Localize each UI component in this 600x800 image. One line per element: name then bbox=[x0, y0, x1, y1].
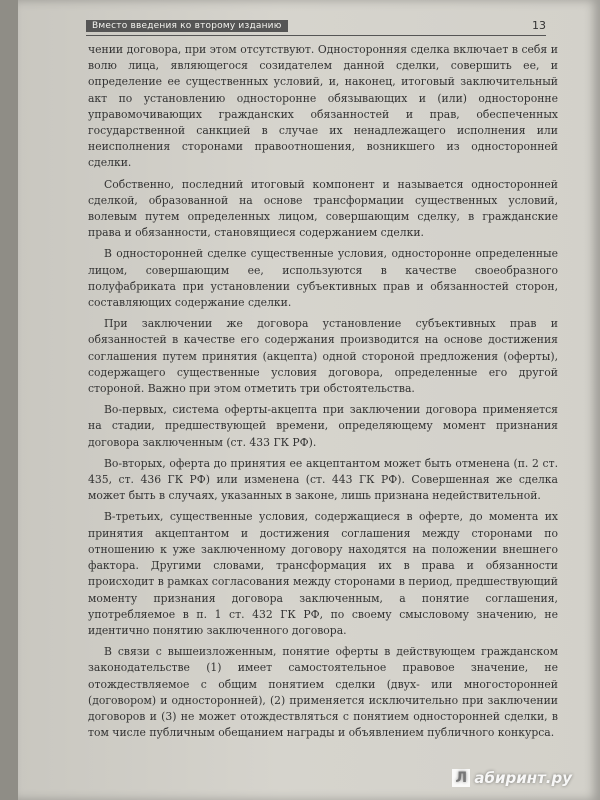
body-text bbox=[88, 42, 558, 746]
header-title: Вместо введения ко второму изданию bbox=[86, 20, 288, 32]
page-number: 13 bbox=[532, 19, 546, 32]
paragraph-1: чении договора, при этом отсутствуют. Односторонняя сделка включает в себя и волю лица, являющегося созидателем данной сделки, совершить ее, и определение ее существенных условий, и, наконец, итоговый заключительный акт по установлению односторонне обязывающих и (или) односторонне управомочивающих гражданских обязанностей и прав, обеспеченных государственной санкцией в случае их ненадлежащего исполнения или неисполнения сторонами правоотношения, возникшего из односторонней сделки. bbox=[88, 43, 558, 170]
labirint-logo-icon: Л bbox=[452, 769, 470, 787]
watermark-text: абиринт.ру bbox=[474, 769, 572, 787]
paragraph-3: В односторонней сделке существенные условия, односторонне определенные лицом, совершающим ее, используются в качестве своеобразного полуфабриката при установлении субъективных прав и обязанностей сторон, составляющих содержание сделки. bbox=[88, 247, 558, 310]
book-page bbox=[18, 0, 600, 800]
running-header bbox=[86, 8, 546, 36]
paragraph-2: Собственно, последний итоговый компонент и называется односторонней сделкой, образованной на основе трансформации существенных условий, волевым путем определенных лицом, совершающим сделку, в гражданские права и обязанности, становящиеся содержанием сделки. bbox=[88, 177, 558, 240]
paragraph-8: В связи с вышеизложенным, понятие оферты в действующем гражданском законодательстве (1) имеет самостоятельное правовое значение, не отождествляемое с общим понятием сделки (двух- или многосторонней (договором) и односторонней), (2) применяется исключительно при заключении договоров и (3) не может отождествляться с понятием односторонней сделки, в том числе публичным обещанием награды и объявлением публичного конкурса. bbox=[88, 645, 558, 740]
paragraph-7: В-третьих, существенные условия, содержащиеся в оферте, до момента их принятия акцептантом и достижения соглашения между сторонами по отношению к уже заключенному договору находятся на положении внешнего фактора. Другими словами, трансформация их в права и обязанности происходит в рамках согласования между сторонами в период, предшествующий моменту признания договора заключенным, а понятие соглашения, употребляемое в п. 1 ст. 432 ГК РФ, по своему смысловому значению, не идентично понятию заключенного договора. bbox=[88, 510, 558, 637]
labirint-watermark bbox=[452, 769, 572, 787]
paragraph-5: Во-первых, система оферты-акцепта при заключении договора применяется на стадии, предшествующей времени, определяющему момент признания договора заключенным (ст. 433 ГК РФ). bbox=[88, 403, 558, 449]
paragraph-4: При заключении же договора установление субъективных прав и обязанностей в качестве его содержания производится на основе достижения соглашения путем принятия (акцепта) одной стороной предложения (оферты), содержащего существенные условия договора, определенные его другой стороной. Важно при этом отметить три обстоятельства. bbox=[88, 317, 558, 396]
paragraph-6: Во-вторых, оферта до принятия ее акцептантом может быть отменена (п. 2 ст. 435, ст. 436 ГК РФ) или изменена (ст. 443 ГК РФ). Совершенная же сделка может быть в случаях, указанных в законе, лишь признана недействительной. bbox=[88, 456, 558, 503]
